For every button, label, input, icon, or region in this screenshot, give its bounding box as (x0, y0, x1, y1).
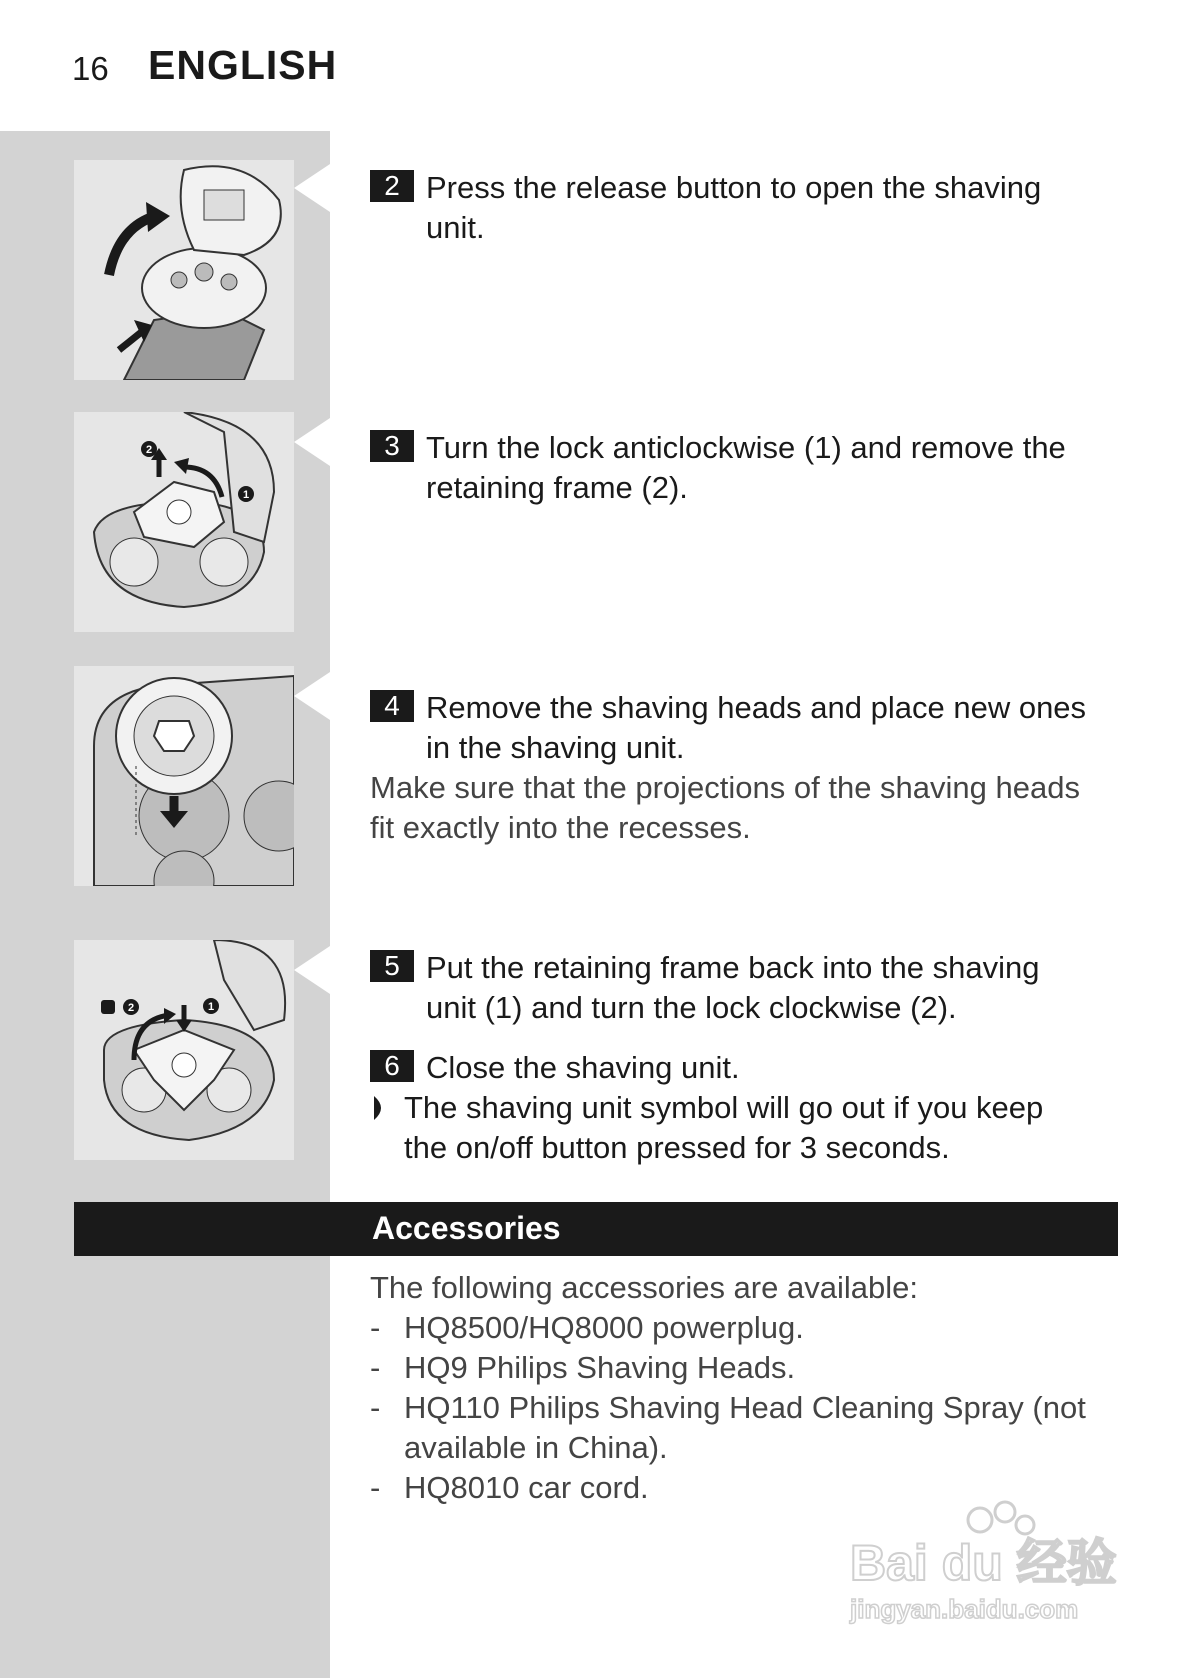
list-item: - HQ9 Philips Shaving Heads. (370, 1350, 796, 1385)
step-2 (370, 168, 1130, 248)
accessories-list (370, 1308, 1130, 1508)
step-number-badge: 3 (370, 430, 414, 462)
accessories-heading: Accessories (372, 1210, 561, 1246)
step-instruction: Put the retaining frame back into the shaving unit (1) and turn the lock clockwise (2). (426, 950, 1040, 1025)
pointer-notch (294, 672, 330, 720)
illustration-open-unit (74, 160, 294, 380)
pointer-notch (294, 418, 330, 466)
label-step5-lock: 2 (127, 1002, 135, 1014)
accessories-heading-bar (74, 1202, 1118, 1256)
step-4 (370, 688, 1130, 768)
watermark-brand: Bai du 经验 (850, 1535, 1117, 1591)
step-5 (370, 948, 1130, 1028)
illustration-remove-frame (74, 412, 294, 632)
list-item: - HQ110 Philips Shaving Head Cleaning Spray (not available in China). (370, 1390, 1086, 1465)
step-instruction: Press the release button to open the shaving unit. (426, 170, 1042, 245)
accessories-intro: The following accessories are available: (370, 1270, 918, 1305)
step-instruction: Close the shaving unit. (426, 1050, 740, 1085)
label-step3-turn: 1 (242, 489, 250, 501)
list-item: - HQ8500/HQ8000 powerplug. (370, 1310, 804, 1345)
step-number-badge: 4 (370, 690, 414, 722)
watermark-url: jingyan.baidu.com (850, 1594, 1079, 1624)
section-title: ENGLISH (148, 42, 338, 88)
illustration-place-heads (74, 666, 294, 886)
step-3 (370, 428, 1130, 508)
pointer-notch (294, 164, 330, 212)
pointer-notch (294, 946, 330, 994)
step-6-result: The shaving unit symbol will go out if you keep the on/off button pressed for 3 seconds. (370, 1088, 1130, 1168)
illustration-lock-frame (74, 940, 294, 1160)
step-number-badge: 2 (370, 170, 414, 202)
step-number-badge: 6 (370, 1050, 414, 1082)
label-step3-remove: 2 (145, 444, 153, 456)
step-6 (370, 1048, 1130, 1088)
page-number: 16 (72, 50, 109, 87)
label-step5-insert: 1 (207, 1001, 215, 1013)
baidu-watermark-logo (840, 1490, 1140, 1630)
step-4-note: Make sure that the projections of the shaving heads fit exactly into the recesses. (370, 770, 1080, 845)
step-instruction: Turn the lock anticlockwise (1) and remove the retaining frame (2). (426, 430, 1066, 505)
step-instruction: Remove the shaving heads and place new ones in the shaving unit. (426, 690, 1087, 765)
result-arrow-icon (370, 1096, 392, 1120)
step-number-badge: 5 (370, 950, 414, 982)
list-item: - HQ8010 car cord. (370, 1470, 649, 1505)
